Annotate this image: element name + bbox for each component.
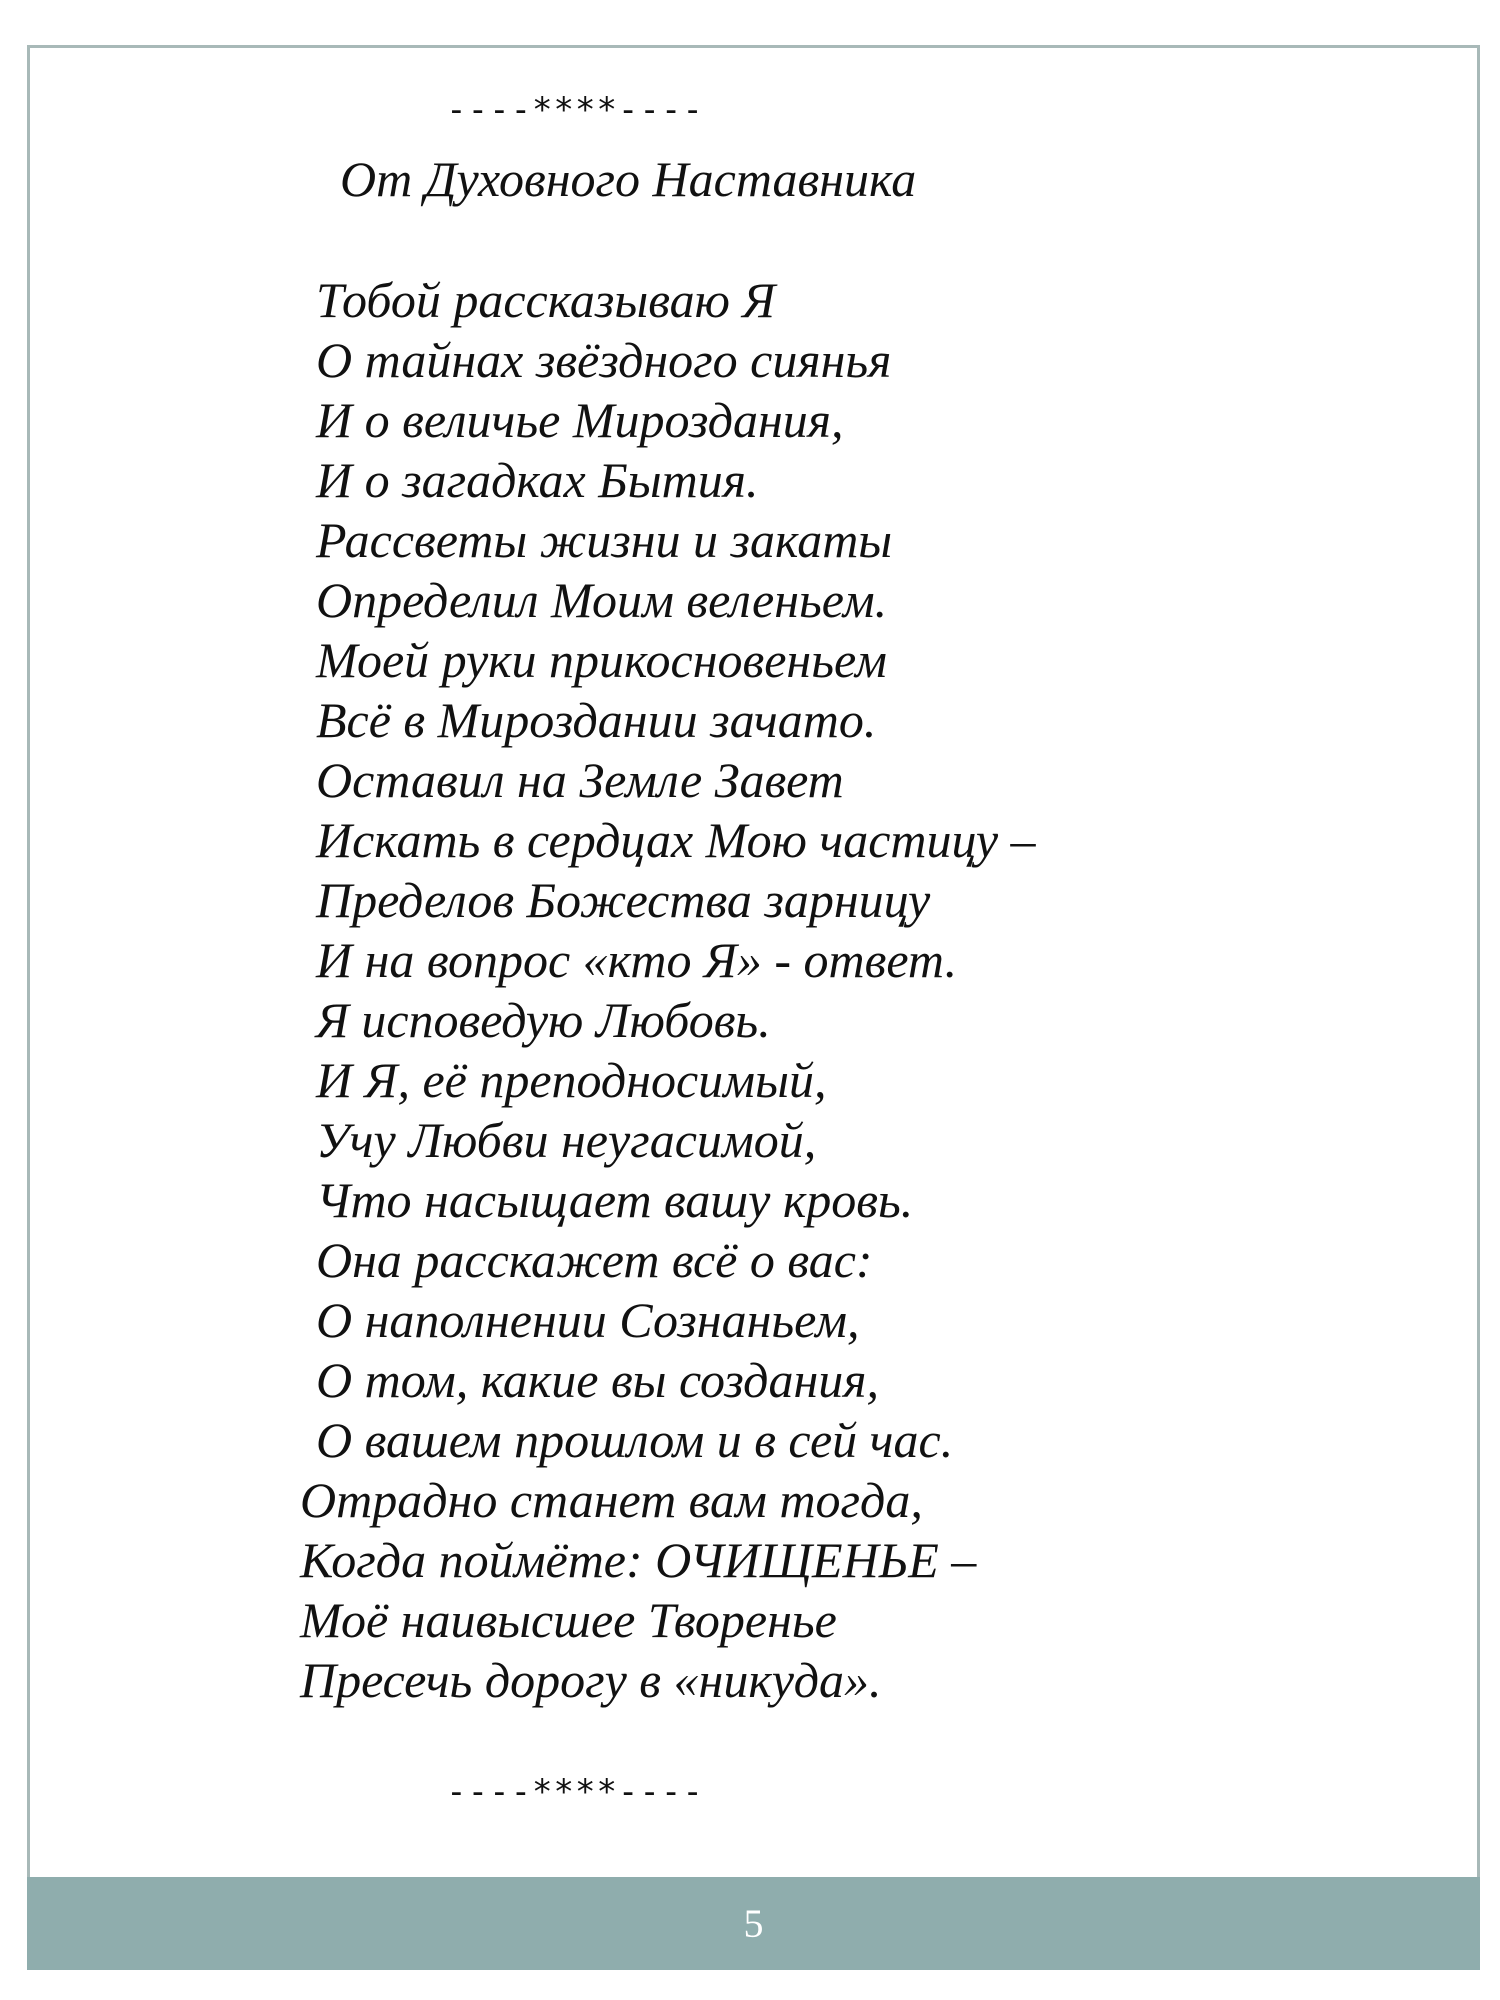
poem-line: О том, какие вы создания,	[316, 1352, 879, 1408]
poem-line: Оставил на Земле Завет	[316, 752, 844, 808]
poem-line: О наполнении Сознаньем,	[316, 1292, 860, 1348]
poem-line: Пределов Божества зарницу	[316, 872, 931, 928]
poem-line: Тобой рассказываю Я	[316, 272, 776, 328]
poem-line: Я исповедую Любовь.	[316, 992, 771, 1048]
page-number: 5	[743, 1901, 764, 1946]
poem-line: О тайнах звёздного сиянья	[316, 332, 892, 388]
poem-line: Когда поймёте: ОЧИЩЕНЬЕ –	[300, 1532, 977, 1588]
poem-line: Она расскажет всё о вас:	[316, 1232, 873, 1288]
poem-line: Учу Любви неугасимой,	[316, 1112, 817, 1168]
divider-bottom: ----****----	[446, 1772, 704, 1812]
poem-line: Моей руки прикосновеньем	[316, 632, 887, 688]
poem-line: Рассветы жизни и закаты	[316, 512, 893, 568]
poem-line: И Я, её преподносимый,	[316, 1052, 827, 1108]
poem-line: Определил Моим веленьем.	[316, 572, 888, 628]
poem-line: И о загадках Бытия.	[316, 452, 759, 508]
poem-line: Что насыщает вашу кровь.	[316, 1172, 914, 1228]
poem-line: Искать в сердцах Мою частицу –	[316, 812, 1036, 868]
poem-line: Отрадно станет вам тогда,	[300, 1472, 923, 1528]
poem-body	[300, 270, 1300, 1710]
page-footer-bar	[27, 1877, 1480, 1970]
divider-top: ----****----	[446, 90, 704, 130]
poem-title: От Духовного Наставника	[340, 151, 917, 207]
poem-line: Всё в Мироздании зачато.	[316, 692, 877, 748]
poem-line: О вашем прошлом и в сей час.	[316, 1412, 954, 1468]
poem-line: И на вопрос «кто Я» - ответ.	[316, 932, 958, 988]
poem-line: Пресечь дорогу в «никуда».	[300, 1652, 882, 1708]
poem-line: И о величье Мироздания,	[316, 392, 844, 448]
poem-line: Моё наивысшее Творенье	[300, 1592, 837, 1648]
